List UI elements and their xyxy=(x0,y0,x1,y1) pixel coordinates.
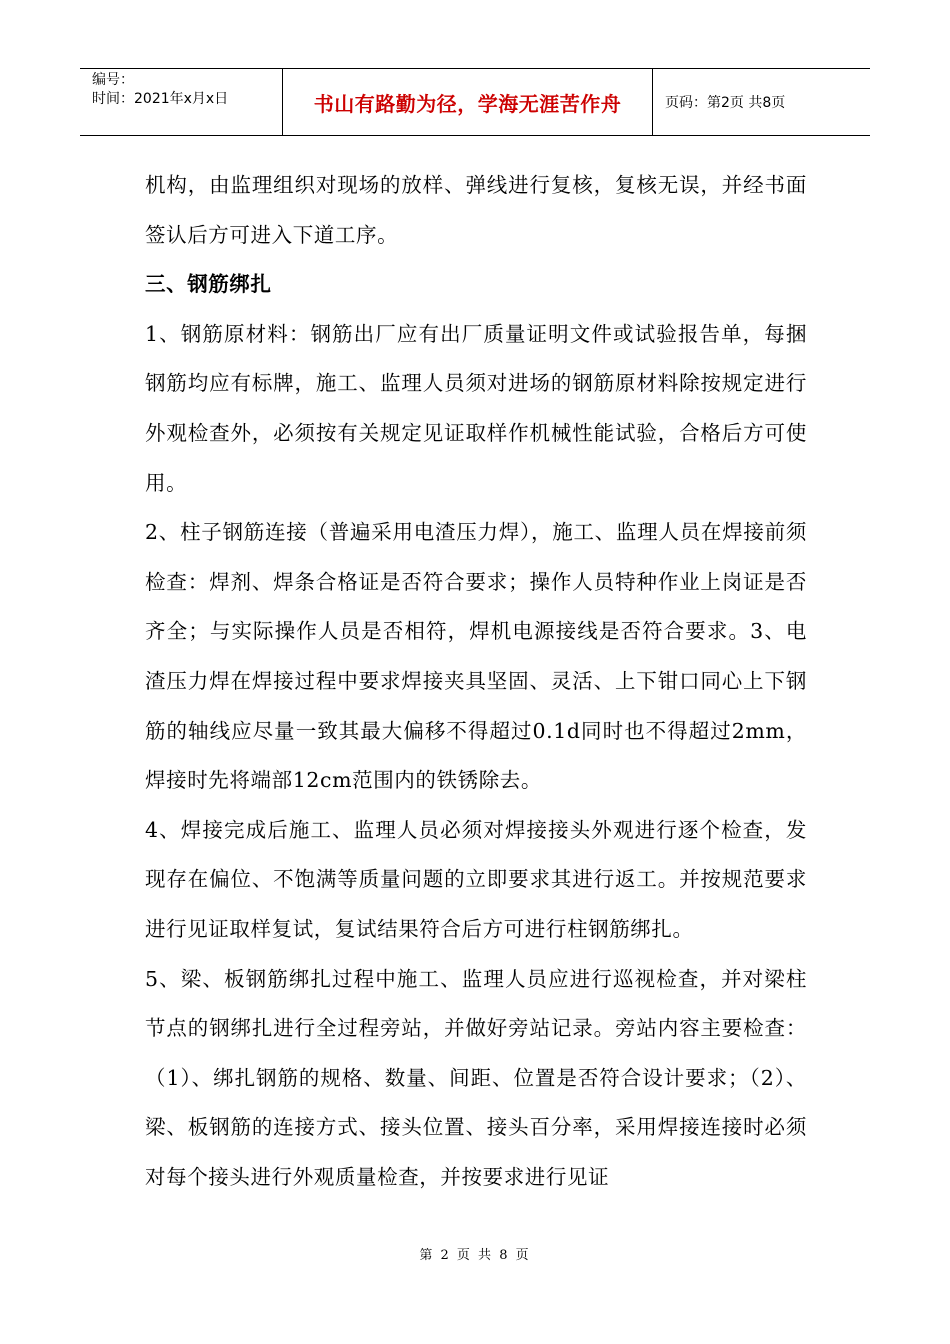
page-header xyxy=(80,68,870,136)
paragraph: 4、焊接完成后施工、监理人员必须对焊接接头外观进行逐个检查，发现存在偏位、不饱满等质量问题的立即要求其进行返工。并按规范要求进行见证取样复试，复试结果符合后方可进行柱钢筋绑扎。 xyxy=(145,817,807,941)
section-heading: 三、钢筋绑扎 xyxy=(145,272,272,297)
page-footer: 第 2 页 共 8 页 xyxy=(419,1248,531,1263)
paragraph: 机构，由监理组织对现场的放样、弹线进行复核，复核无误，并经书面签认后方可进入下道工序。 xyxy=(145,173,807,247)
paragraph: 1、钢筋原材料：钢筋出厂应有出厂质量证明文件或试验报告单，每捆钢筋均应有标牌，施工、监理人员须对进场的钢筋原材料除按规定进行外观检查外，必须按有关规定见证取样作机械性能试验，合格后方可使用。 xyxy=(145,321,807,495)
doc-number-label: 编号： xyxy=(92,72,134,88)
date-line: 时间：2021年x月x日 xyxy=(92,91,229,107)
paragraph: 2、柱子钢筋连接（普遍采用电渣压力焊），施工、监理人员在焊接前须检查：焊剂、焊条合格证是否符合要求；操作人员特种作业上岗证是否齐全；与实际操作人员是否相符，焊机电源接线是否符合要求。3、电渣压力焊在焊接过程中要求焊接夹具坚固、灵活、上下钳口同心上下钢筋的轴线应尽量一致其最大偏移不得超过0.1d同时也不得超过2mm，焊接时先将端部12cm范围内的铁锈除去。 xyxy=(145,520,807,793)
header-page-info: 页码：第2页 共8页 xyxy=(665,95,786,111)
header-meta xyxy=(80,69,283,135)
paragraph: 5、梁、板钢筋绑扎过程中施工、监理人员应进行巡视检查，并对梁柱节点的钢绑扎进行全过程旁站，并做好旁站记录。旁站内容主要检查：（1）、绑扎钢筋的规格、数量、间距、位置是否符合设计要求；（2）、梁、板钢筋的连接方式、接头位置、接头百分率，采用焊接连接时必须对每个接头进行外观质量检查，并按要求进行见证 xyxy=(145,966,807,1189)
header-motto: 书山有路勤为径，学海无涯苦作舟 xyxy=(283,69,653,135)
document-body xyxy=(145,161,807,1202)
